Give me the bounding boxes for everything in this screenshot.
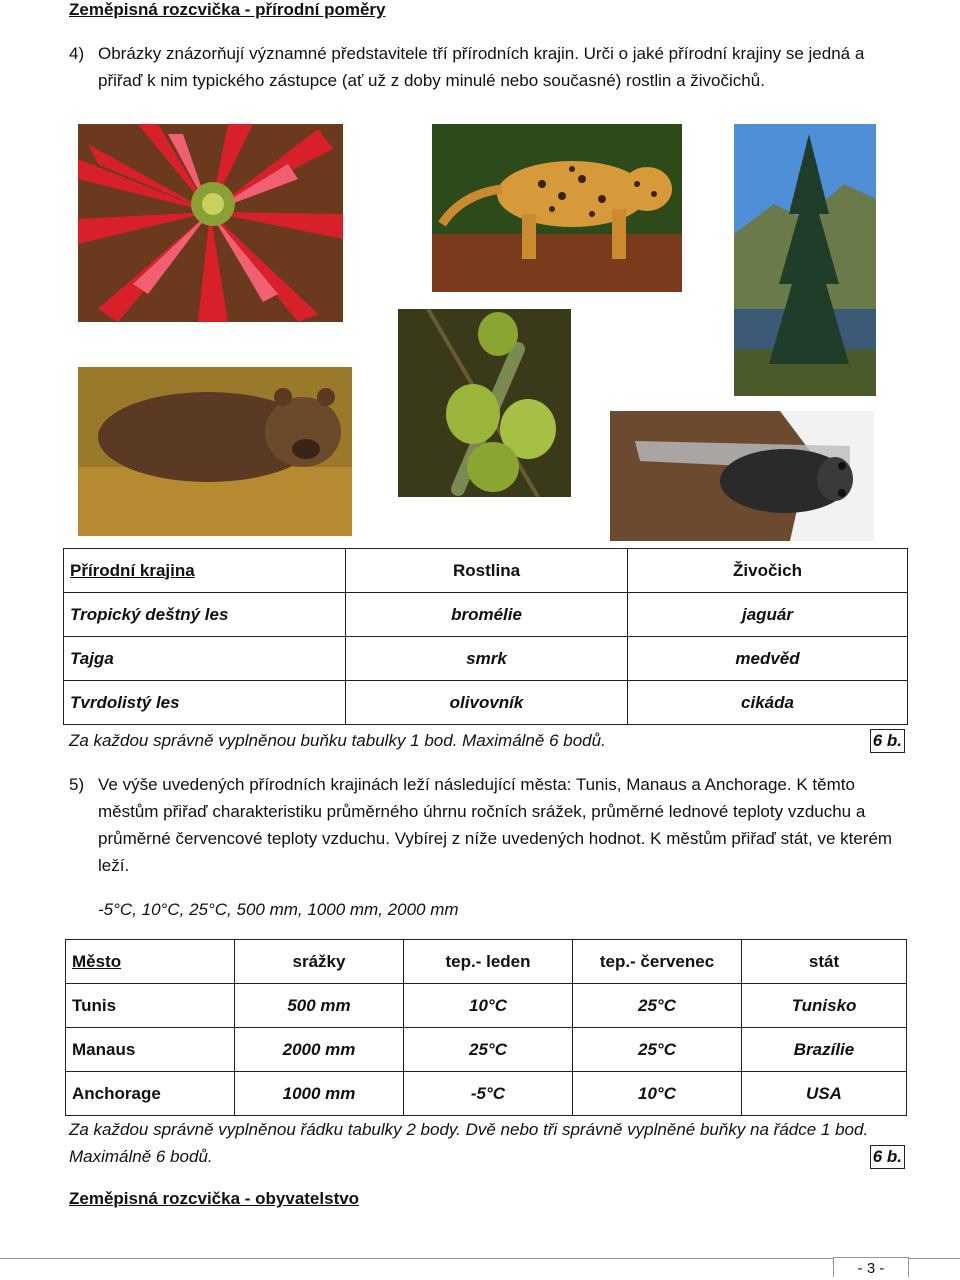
scoring-note-2 [69, 1116, 905, 1170]
header-cell: Živočich [628, 549, 908, 593]
header-cell: Město [66, 940, 235, 984]
bear-photo [78, 367, 352, 536]
task-5-text: Ve výše uvedených přírodních krajinách leží následující města: Tunis, Manaus a Anchorage. K těmto městům přiřaď charakteristiku průměrného úhrnu ročních srážek, průměrné lednové teploty vzduchu a průměrné červencové teploty vzduchu. Vybírej z níže uvedených hodnot. K městům přiřaď stát, ve kterém leží. [98, 775, 893, 875]
spruce-photo [734, 124, 876, 396]
table-cell: USA [742, 1072, 907, 1116]
table-cell: jaguár [628, 593, 908, 637]
table-cell: 2000 mm [235, 1028, 404, 1072]
table-row [66, 1028, 907, 1072]
points-badge: 6 b. [870, 1145, 905, 1169]
table-cell: bromélie [346, 593, 628, 637]
table-cell: olivovník [346, 681, 628, 725]
table-cities [65, 939, 907, 1116]
table-cell: Tunis [66, 984, 235, 1028]
table-header-row [64, 549, 908, 593]
task-4-number: 4) [69, 44, 85, 63]
table-row [66, 1072, 907, 1116]
footer-divider [0, 1258, 960, 1259]
task-5-number: 5) [69, 775, 85, 794]
page-number: - 3 - [833, 1257, 909, 1277]
table-cell: Anchorage [66, 1072, 235, 1116]
header-cell: srážky [235, 940, 404, 984]
cicada-photo [610, 411, 874, 541]
table-row [66, 984, 907, 1028]
task-5 [69, 771, 905, 879]
table-row [64, 593, 908, 637]
table-header-row [66, 940, 907, 984]
table-row [64, 637, 908, 681]
header-cell: tep.- leden [404, 940, 573, 984]
jaguar-photo [432, 124, 682, 292]
section-title: Zeměpisná rozcvička - přírodní poměry [69, 0, 386, 19]
table-cell: Manaus [66, 1028, 235, 1072]
header-cell: Přírodní krajina [64, 549, 346, 593]
task-4 [69, 40, 905, 94]
points-badge: 6 b. [870, 729, 905, 753]
table-cell: Tunisko [742, 984, 907, 1028]
table-cell: medvěd [628, 637, 908, 681]
table-cell: 25°C [573, 1028, 742, 1072]
table-cell: cikáda [628, 681, 908, 725]
task-4-text: Obrázky znázorňují významné představitele tří přírodních krajin. Urči o jaké přírodní krajiny se jedná a přiřaď k nim typického zástupce (ať už z doby minulé nebo současné) rostlin a živočichů. [98, 44, 865, 90]
table-cell: Brazílie [742, 1028, 907, 1072]
table-cell: 10°C [404, 984, 573, 1028]
value-options: -5°C, 10°C, 25°C, 500 mm, 1000 mm, 2000 mm [98, 900, 459, 919]
table-cell: 500 mm [235, 984, 404, 1028]
scoring-note-1 [69, 727, 905, 754]
scoring-note-line-2: Maximálně 6 bodů. [69, 1147, 213, 1166]
table-cell: Tajga [64, 637, 346, 681]
scoring-note-text: Za každou správně vyplněnou buňku tabulky 1 bod. Maximálně 6 bodů. [69, 731, 606, 750]
table-cell: 10°C [573, 1072, 742, 1116]
table-landscapes [63, 548, 908, 725]
bromeliad-photo [78, 124, 343, 322]
header-cell: Rostlina [346, 549, 628, 593]
scoring-note-line-1: Za každou správně vyplněnou řádku tabulky 2 body. Dvě nebo tři správně vyplněné buňky na řádce 1 bod. [69, 1120, 869, 1139]
table-cell: smrk [346, 637, 628, 681]
table-row [64, 681, 908, 725]
olive-photo [398, 309, 571, 497]
section-title-2: Zeměpisná rozcvička - obyvatelstvo [69, 1189, 360, 1208]
table-cell: 1000 mm [235, 1072, 404, 1116]
table-cell: Tvrdolistý les [64, 681, 346, 725]
header-cell: stát [742, 940, 907, 984]
header-cell: tep.- červenec [573, 940, 742, 984]
table-cell: -5°C [404, 1072, 573, 1116]
table-cell: Tropický deštný les [64, 593, 346, 637]
table-cell: 25°C [573, 984, 742, 1028]
table-cell: 25°C [404, 1028, 573, 1072]
